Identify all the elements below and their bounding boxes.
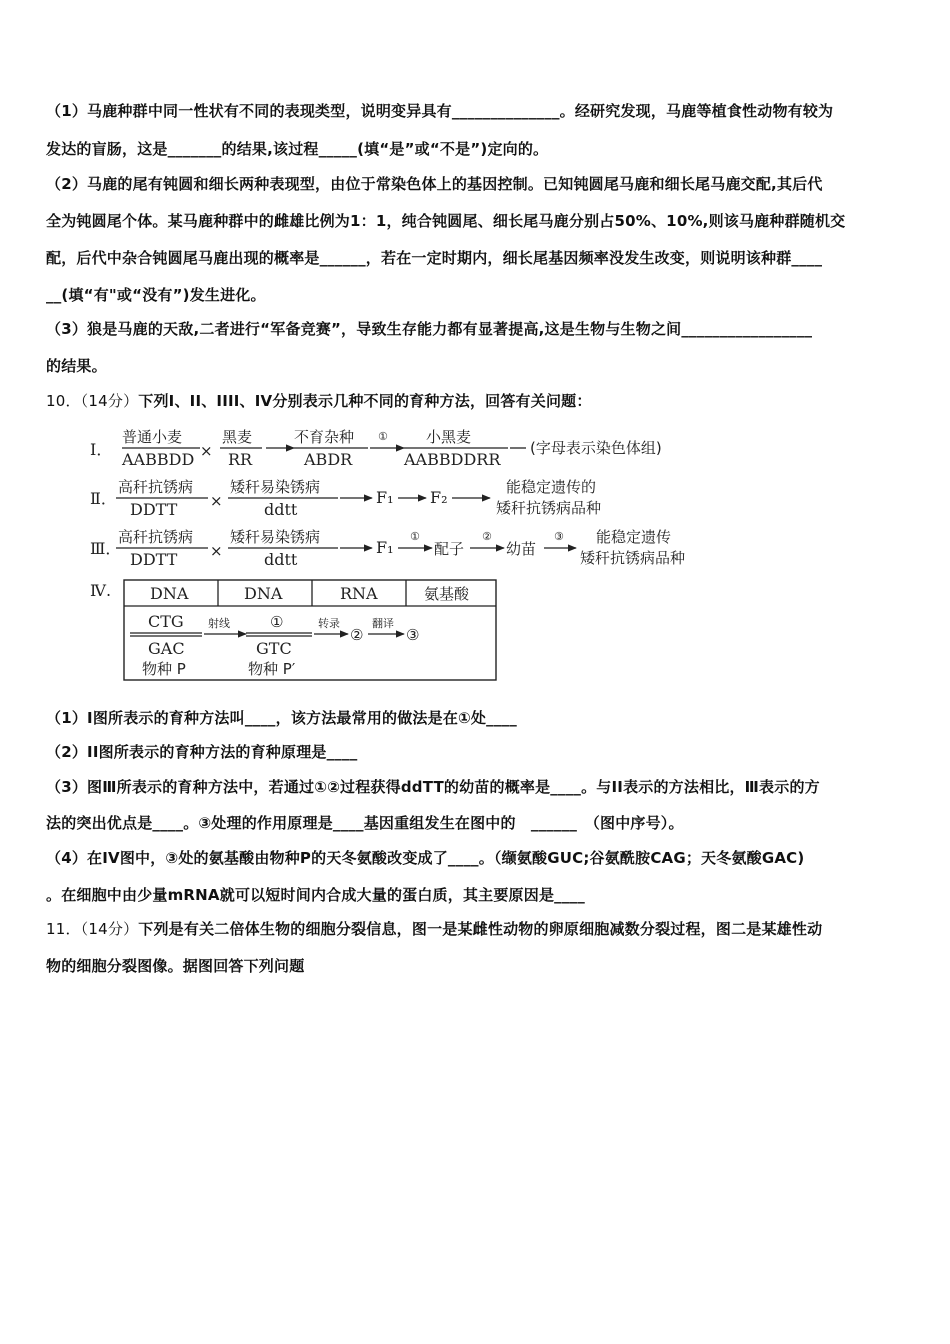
row1-product-genotype: AABBDDRR — [404, 450, 501, 469]
q9-part2-line4: __(填“有"或“没有”)发生进化。 — [46, 286, 266, 304]
q9-part2-line1: （2）马鹿的尾有钝圆和细长两种表现型，由位于常染色体上的基因控制。已知钝圆尾马鹿和细长尾马鹿交配,其后代 — [46, 175, 823, 193]
row2-parent-a-genotype: DDTT — [130, 500, 178, 519]
row3-label: Ⅲ． — [90, 539, 122, 558]
row1-hybrid-name: 不育杂种 — [294, 428, 355, 446]
row1-parent-a-genotype: AABBDD — [122, 450, 195, 469]
row2-f2: F₂ — [430, 488, 448, 507]
q9-part1-line1: （1）马鹿种群中同一性状有不同的表现类型，说明变异具有______________。经研究发现，马鹿等植食性动物有较为 — [46, 102, 834, 120]
row3-result-line1: 能稳定遗传 — [596, 528, 672, 546]
row4-mutated-codon: GTC — [256, 639, 292, 658]
row2-cross-symbol: × — [210, 492, 223, 510]
q10-sub4-line1: （4）在IV图中，③处的氨基酸由物种P的天冬氨酸改变成了____。（缬氨酸GUC;谷氨酰胺CAG；天冬氨酸GAC) — [46, 849, 805, 867]
row1-note: (字母表示染色体组) — [530, 439, 662, 457]
row4-species-p: 物种 P — [142, 660, 186, 678]
q10-sub2: （2）II图所表示的育种方法的育种原理是____ — [46, 743, 358, 761]
row4-header-2: DNA — [244, 584, 283, 603]
row3-parent-b-genotype: ddtt — [264, 550, 298, 569]
row1-step-label: ① — [378, 430, 388, 443]
row3-seedling: 幼苗 — [506, 540, 537, 558]
q11-number: 11．（14分） — [46, 920, 139, 938]
row1-hybrid-genotype: ABDR — [304, 450, 353, 469]
row3-gamete: 配子 — [434, 540, 465, 558]
row4-mutation-step: ① — [270, 613, 284, 631]
row2-result-line2: 矮秆抗锈病品种 — [496, 499, 602, 517]
row4-top-codon: CTG — [148, 612, 184, 631]
row2-parent-b-genotype: ddtt — [264, 500, 298, 519]
q11-stem-line1 — [46, 918, 908, 940]
row3-f1: F₁ — [376, 538, 394, 557]
row4-header-4: 氨基酸 — [424, 585, 470, 603]
q9-part3-line2: 的结果。 — [46, 357, 107, 375]
row1-product-name: 小黑麦 — [426, 428, 472, 446]
row2-parent-a-name: 高秆抗锈病 — [118, 478, 194, 496]
q10-sub1: （1）I图所表示的育种方法叫____，该方法最常用的做法是在①处____ — [46, 709, 517, 727]
row4-translate-label: 翻译 — [372, 617, 394, 630]
row4-aa-label: ③ — [406, 626, 420, 644]
row2-parent-b-name: 矮秆易染锈病 — [230, 478, 321, 496]
row4-label: Ⅳ. — [90, 581, 112, 600]
q10-stem-line — [46, 390, 908, 412]
row3-result-line2: 矮秆抗锈病品种 — [580, 549, 686, 567]
q9-part1-line2: 发达的盲肠，这是_______的结果,该过程_____(填“是”或“不是”)定向的。 — [46, 140, 549, 158]
row4-header-3: RNA — [340, 584, 378, 603]
row2-f1: F₁ — [376, 488, 394, 507]
row4-transcribe-label: 转录 — [318, 617, 340, 630]
q10-sub3-line1: （3）图Ⅲ所表示的育种方法中，若通过①②过程获得ddTT的幼苗的概率是____。与II表示的方法相比，Ⅲ表示的方 — [46, 778, 820, 796]
q11-stem-a: 下列是有关二倍体生物的细胞分裂信息，图一是某雌性动物的卵原细胞减数分裂过程，图二是某雄性动 — [138, 920, 823, 938]
row1-parent-a-name: 普通小麦 — [122, 428, 183, 446]
q11-stem-line2: 物的细胞分裂图像。据图回答下列问题 — [46, 957, 305, 975]
q10-number: 10．（14分） — [46, 392, 139, 410]
row3-cross-symbol: × — [210, 542, 223, 560]
row3-step3: ③ — [554, 530, 564, 543]
q9-part2-line3: 配，后代中杂合钝圆尾马鹿出现的概率是______，若在一定时期内，细长尾基因频率没发生改变，则说明该种群____ — [46, 249, 823, 267]
breeding-diagram — [86, 420, 726, 690]
q10-stem: 下列I、II、IIII、IV分别表示几种不同的育种方法，回答有关问题： — [138, 392, 592, 410]
row4-header-1: DNA — [150, 584, 189, 603]
row2-label: Ⅱ． — [90, 489, 117, 508]
row3-step2: ② — [482, 530, 492, 543]
row3-parent-b-name: 矮秆易染锈病 — [230, 528, 321, 546]
row4-rna-label: ② — [350, 626, 364, 644]
row4-species-p-prime: 物种 P′ — [248, 660, 296, 678]
row1-label: I． — [90, 440, 113, 459]
breeding-methods-figure — [86, 420, 726, 690]
row3-parent-a-genotype: DDTT — [130, 550, 178, 569]
row1-parent-b-genotype: RR — [228, 450, 253, 469]
q10-sub4-line2: 。在细胞中由少量mRNA就可以短时间内合成大量的蛋白质，其主要原因是____ — [46, 886, 585, 904]
row4-bottom-codon: GAC — [148, 639, 185, 658]
q9-part2-line2: 全为钝圆尾个体。某马鹿种群中的雌雄比例为1：1，纯合钝圆尾、细长尾马鹿分别占50%、10%,则该马鹿种群随机交 — [46, 212, 846, 230]
q10-sub3-line2: 法的突出优点是____。③处理的作用原理是____基因重组发生在图中的 ______ （图中序号）。 — [46, 814, 684, 832]
row3-step1: ① — [410, 530, 420, 543]
row2-result-line1: 能稳定遗传的 — [506, 478, 597, 496]
row4-ray-label: 射线 — [208, 617, 230, 630]
row1-cross-symbol: × — [200, 442, 213, 460]
q9-part3-line1: （3）狼是马鹿的天敌,二者进行“军备竞赛”，导致生存能力都有显著提高,这是生物与生物之间_________________ — [46, 320, 813, 338]
row1-parent-b-name: 黑麦 — [222, 428, 253, 446]
row3-parent-a-name: 高秆抗锈病 — [118, 528, 194, 546]
